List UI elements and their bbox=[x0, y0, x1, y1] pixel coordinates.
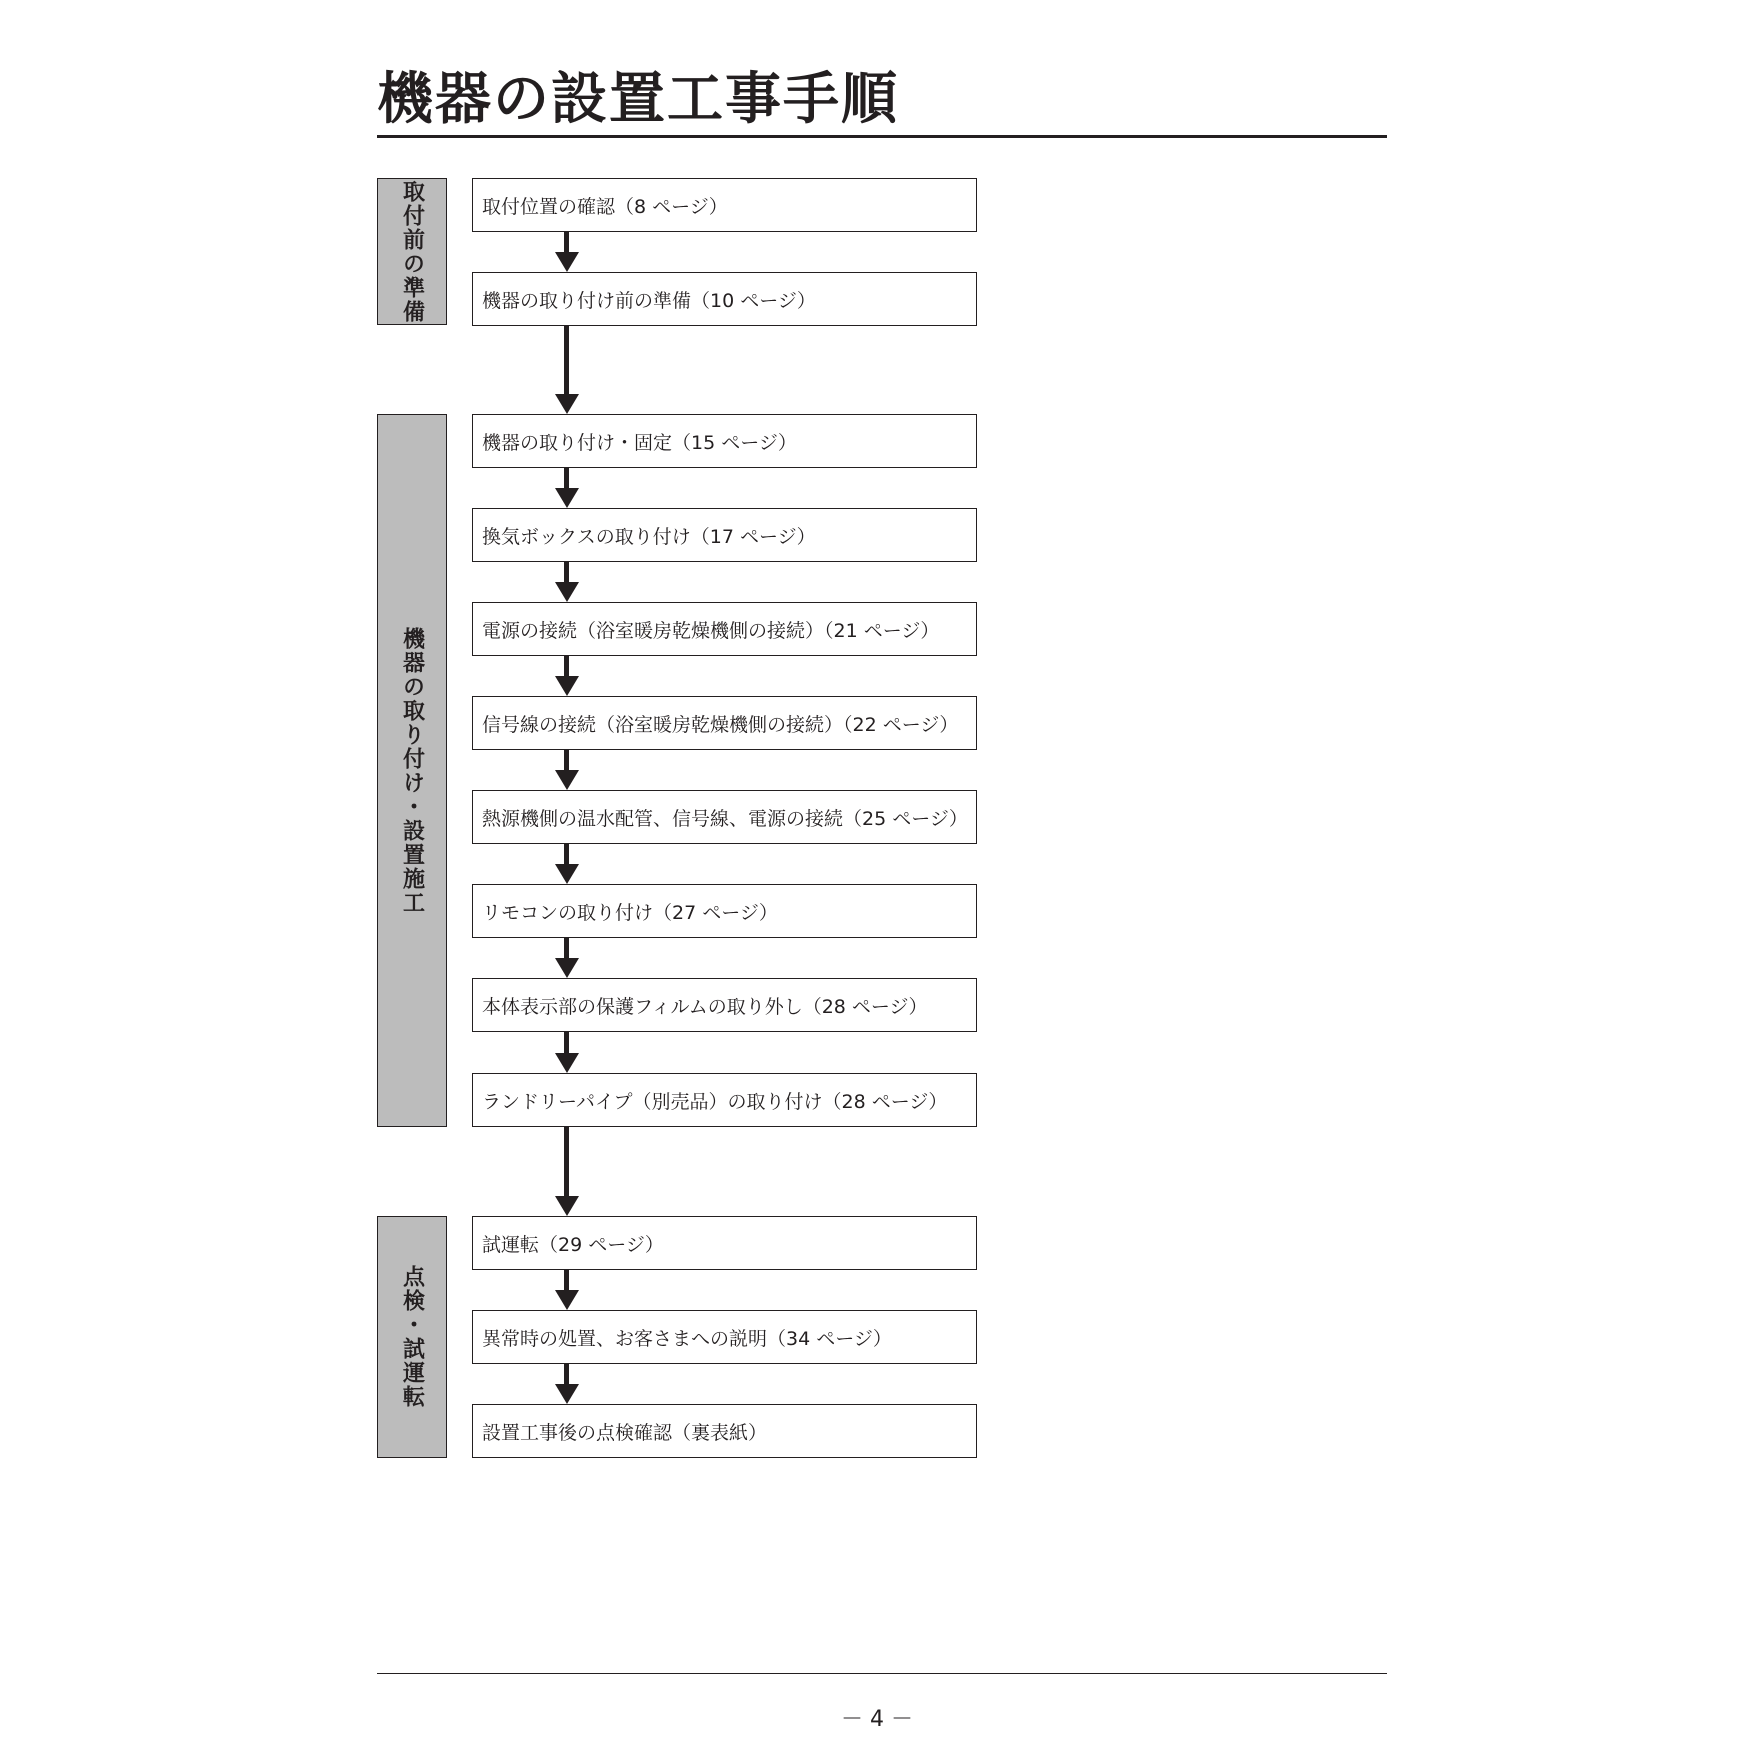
page-number: － 4 － bbox=[841, 1707, 913, 1732]
flow-arrow-icon bbox=[555, 468, 579, 508]
step-post-install-check: 設置工事後の点検確認（裏表紙） bbox=[472, 1404, 977, 1458]
page-title: 機器の設置工事手順 bbox=[377, 67, 899, 132]
flow-arrow-icon bbox=[555, 1127, 579, 1216]
flow-arrow-icon bbox=[555, 562, 579, 602]
stage-inspection bbox=[377, 1216, 447, 1458]
step-heat-source-connection: 熱源機側の温水配管、信号線、電源の接続（25 ページ） bbox=[472, 790, 977, 844]
title-underline bbox=[377, 135, 1387, 138]
step-remote-control: リモコンの取り付け（27 ページ） bbox=[472, 884, 977, 938]
stage-installation-label: 機器の取り付け・設置施工 bbox=[399, 626, 425, 915]
step-check-position: 取付位置の確認（8 ページ） bbox=[472, 178, 977, 232]
flow-arrow-icon bbox=[555, 750, 579, 790]
stage-preparation-label: 取付前の準備 bbox=[399, 179, 425, 324]
step-power-connection: 電源の接続（浴室暖房乾燥機側の接続）（21 ページ） bbox=[472, 602, 977, 656]
footer-rule bbox=[377, 1673, 1387, 1674]
stage-installation bbox=[377, 414, 447, 1127]
step-test-run: 試運転（29 ページ） bbox=[472, 1216, 977, 1270]
step-remove-film: 本体表示部の保護フィルムの取り外し（28 ページ） bbox=[472, 978, 977, 1032]
step-vent-box: 換気ボックスの取り付け（17 ページ） bbox=[472, 508, 977, 562]
flow-arrow-icon bbox=[555, 938, 579, 978]
flow-arrow-icon bbox=[555, 844, 579, 884]
flow-arrow-icon bbox=[555, 1364, 579, 1404]
flow-arrow-icon bbox=[555, 656, 579, 696]
step-signal-connection: 信号線の接続（浴室暖房乾燥機側の接続）（22 ページ） bbox=[472, 696, 977, 750]
flow-arrow-icon bbox=[555, 1032, 579, 1073]
stage-preparation bbox=[377, 178, 447, 325]
flow-arrow-icon bbox=[555, 326, 579, 414]
step-pre-install-prep: 機器の取り付け前の準備（10 ページ） bbox=[472, 272, 977, 326]
flow-arrow-icon bbox=[555, 1270, 579, 1310]
step-error-explanation: 異常時の処置、お客さまへの説明（34 ページ） bbox=[472, 1310, 977, 1364]
step-laundry-pipe: ランドリーパイプ（別売品）の取り付け（28 ページ） bbox=[472, 1073, 977, 1127]
stage-inspection-label: 点検・試運転 bbox=[399, 1265, 425, 1409]
step-mount-unit: 機器の取り付け・固定（15 ページ） bbox=[472, 414, 977, 468]
flow-arrow-icon bbox=[555, 232, 579, 272]
